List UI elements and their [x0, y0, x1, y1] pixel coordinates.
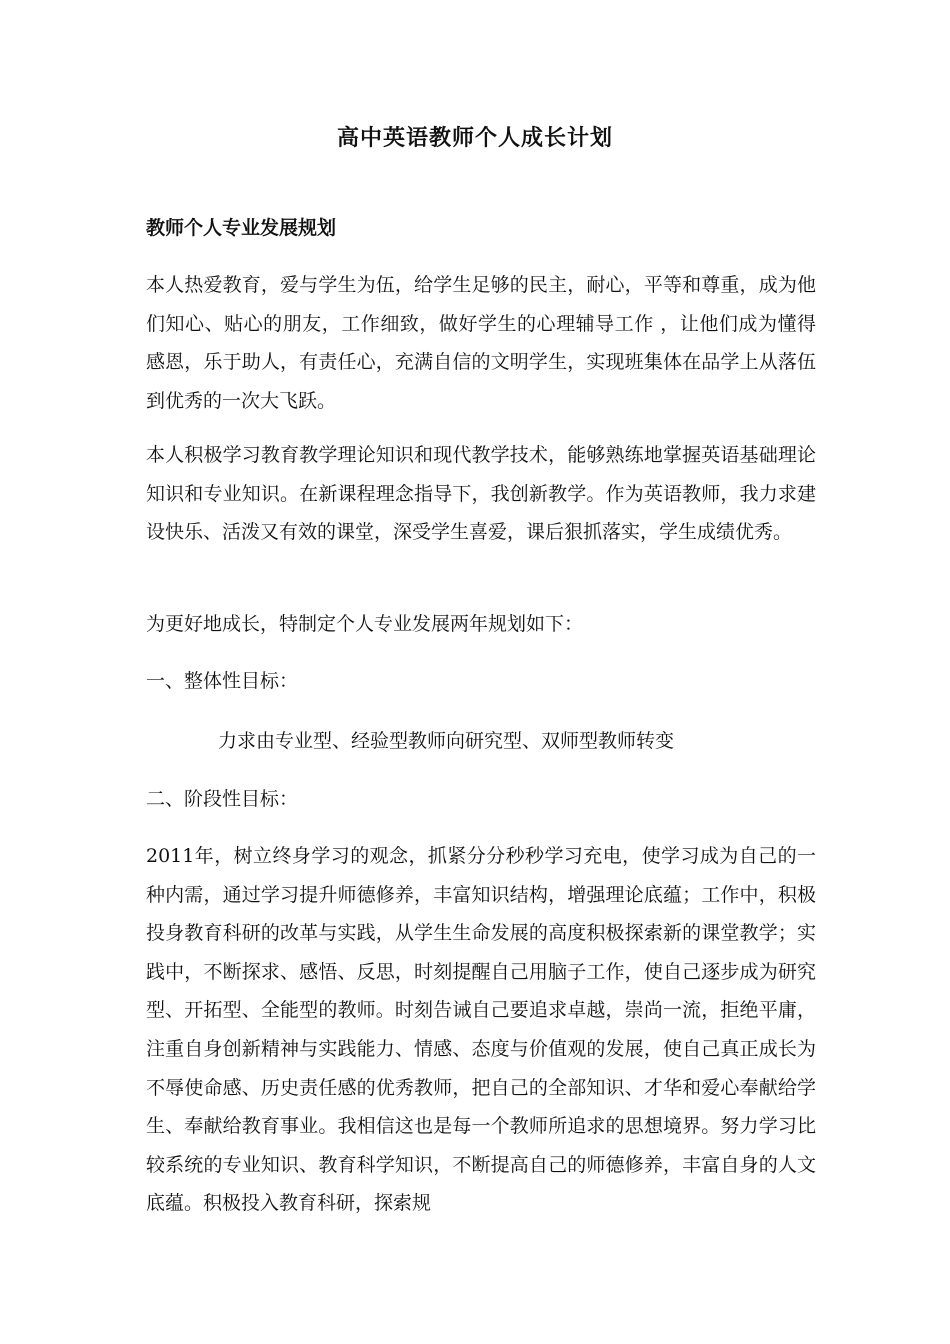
heading-overall-goal: 一、整体性目标：: [146, 670, 299, 692]
heading-stage-goal: 二、阶段性目标：: [146, 788, 299, 810]
paragraph-plan-lead: 为更好地成长，特制定个人专业发展两年规划如下：: [146, 613, 584, 635]
overall-goal-text: 力求由专业型、经验型教师向研究型、双师型教师转变: [218, 730, 675, 752]
paragraph-teaching: 本人积极学习教育教学理论知识和现代教学技术，能够熟练地掌握英语基础理论知识和专业知识。在新课程理念指导下，我创新教学。作为英语教师，我力求建设快乐、活泼又有效的课堂，深受学生喜爱，课后狠抓落实，学生成绩优秀。: [146, 444, 816, 544]
document-title: 高中英语教师个人成长计划: [336, 125, 613, 151]
section-heading: 教师个人专业发展规划: [146, 217, 337, 239]
paragraph-2011-plan: 2011年，树立终身学习的观念，抓紧分分秒秒学习充电，使学习成为自己的一种内需，通过学习提升师德修养，丰富知识结构，增强理论底蕴；工作中，积极投身教育科研的改革与实践，从学生生命发展的高度积极探索新的课堂教学；实践中，不断探求、感悟、反思，时刻提醒自己用脑子工作，使自己逐步成为研究型、开拓型、全能型的教师。时刻告诫自己要追求卓越，崇尚一流，拒绝平庸，注重自身创新精神与实践能力、情感、态度与价值观的发展，使自己真正成长为不辱使命感、历史责任感的优秀教师，把自己的全部知识、才华和爱心奉献给学生、奉献给教育事业。我相信这也是每一个教师所追求的思想境界。努力学习比较系统的专业知识、教育科学知识，不断提高自己的师德修养，丰富自身的人文底蕴。积极投入教育科研，探索规: [146, 845, 816, 1215]
paragraph-intro: 本人热爱教育，爱与学生为伍，给学生足够的民主，耐心，平等和尊重，成为他们知心、贴心的朋友，工作细致，做好学生的心理辅导工作 ，让他们成为懂得感恩，乐于助人，有责任心，充满自信的文明学生，实现班集体在品学上从落伍到优秀的一次大飞跃。: [146, 274, 816, 412]
